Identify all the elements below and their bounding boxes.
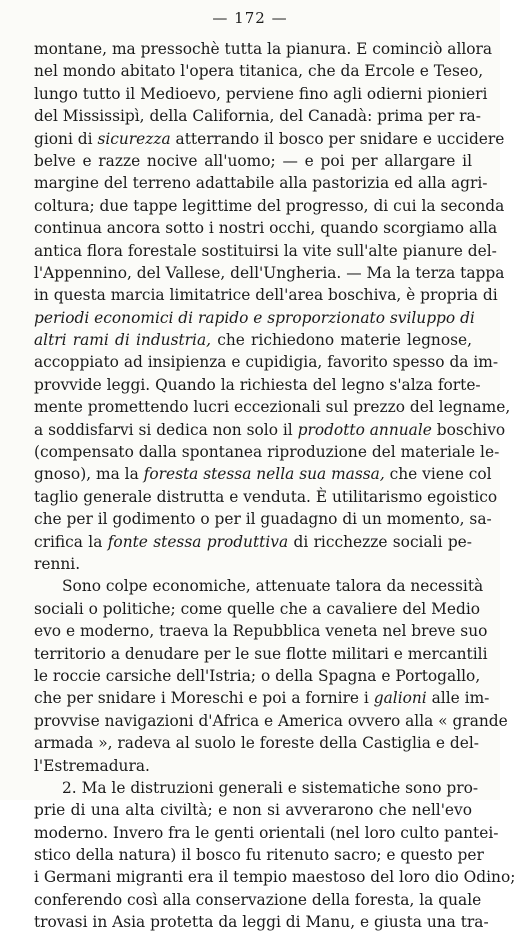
text-segment: belve e razze nocive all'uomo; — e poi per allargare il [34, 151, 472, 170]
text-line [34, 755, 472, 777]
text-line [34, 710, 508, 732]
text-line [34, 217, 498, 239]
text-line [34, 777, 479, 799]
text-segment: che per snidare i Moreschi e poi a fornire i [34, 689, 374, 708]
text-segment: continua ancora sotto i nostri occhi, quando scorgiamo alla [34, 219, 498, 238]
text-segment: che per il godimento o per il guadagno di un momento, sa- [34, 510, 492, 529]
text-segment: (compensato dalla spontanea riproduzione del materiale le- [34, 443, 500, 462]
text-line [34, 866, 515, 888]
text-segment: provvide leggi. Quando la richiesta del legno s'alza forte- [34, 375, 481, 394]
text-segment: trovasi in Asia protetta da leggi di Manu, e giusta una tra- [34, 913, 489, 932]
text-line [34, 150, 472, 172]
text-line [34, 351, 499, 373]
text-line [34, 508, 492, 530]
page-number: — 172 — [212, 9, 288, 27]
text-segment: renni. [34, 554, 81, 573]
text-line [34, 486, 498, 508]
text-segment: boschivo [431, 420, 506, 439]
text-segment: 2. Ma le distruzioni generali e sistematiche sono pro- [62, 778, 479, 797]
text-segment: accoppiato ad insipienza e cupidigia, favorito spesso da im- [34, 353, 499, 372]
italic-segment: altri rami di industria, [34, 331, 212, 350]
text-line [34, 822, 499, 844]
text-line [34, 531, 472, 553]
text-segment: in questa marcia limitatrice dell'area boschiva, è propria di [34, 286, 498, 305]
text-line [34, 732, 479, 754]
text-segment: a soddisfarvi si dedica non solo il [34, 420, 298, 439]
italic-segment: periodi economici di rapido e sproporzionato sviluppo di [34, 308, 475, 327]
text-line [34, 307, 475, 329]
text-segment: antica flora forestale sostituirsi la vite sull'alte pianure del- [34, 241, 497, 260]
text-line [34, 60, 484, 82]
italic-segment: galioni [373, 689, 427, 708]
text-line [34, 799, 472, 821]
text-line [34, 441, 500, 463]
text-segment: che richiedono materie legnose, [211, 331, 472, 350]
text-segment: i Germani migranti era il tempio maestoso del loro dio Odino; [34, 868, 515, 887]
text-segment: stico della natura) il bosco fu ritenuto sacro; e questo per [34, 846, 484, 865]
text-segment: moderno. Invero fra le genti orientali (nel loro culto pantei- [34, 823, 499, 842]
text-segment: che viene col [384, 465, 492, 484]
text-line [34, 553, 472, 575]
text-segment: l'Estremadura. [34, 756, 150, 775]
italic-segment: sicurezza [97, 129, 171, 148]
text-segment: armada », radeva al suolo le foreste della Castiglia e del- [34, 734, 479, 753]
text-line [34, 844, 484, 866]
text-line [34, 240, 497, 262]
text-segment: l'Appennino, del Vallese, dell'Ungheria. — Ma la terza tappa [34, 263, 505, 282]
text-line [34, 396, 511, 418]
text-line [34, 105, 481, 127]
text-segment: di ricchezze sociali pe- [288, 532, 472, 551]
italic-segment: prodotto annuale [297, 420, 432, 439]
text-segment: lungo tutto il Medioevo, perviene fino agli odierni pionieri [34, 84, 488, 103]
text-line [34, 128, 505, 150]
text-line [34, 172, 488, 194]
text-line [34, 643, 488, 665]
text-line [34, 620, 488, 642]
text-line [34, 195, 505, 217]
text-line [34, 665, 481, 687]
text-segment: Sono colpe economiche, attenuate talora da necessità [62, 577, 484, 596]
text-line [34, 463, 492, 485]
text-segment: provvise navigazioni d'Africa e America ovvero alla « grande [34, 711, 508, 730]
text-line [34, 687, 490, 709]
text-line [34, 575, 484, 597]
text-segment: mente promettendo lucri eccezionali sul prezzo del legname, [34, 398, 511, 417]
text-line [34, 419, 506, 441]
text-segment: alle im- [426, 689, 490, 708]
text-line [34, 38, 493, 60]
text-line [34, 889, 482, 911]
text-line [34, 262, 505, 284]
text-segment: montane, ma pressochè tutta la pianura. E cominciò allora [34, 40, 493, 58]
text-segment: evo e moderno, traeva la Repubblica veneta nel breve suo [34, 622, 488, 641]
text-segment: conferendo così alla conservazione della foresta, la quale [34, 890, 482, 909]
text-segment: territorio a denudare per le sue flotte militari e mercantili [34, 644, 488, 663]
body-text [34, 38, 515, 934]
text-line [34, 83, 488, 105]
text-segment: prie di una alta civiltà; e non si avverarono che nell'evo [34, 801, 472, 820]
text-segment: sociali o politiche; come quelle che a cavaliere del Medio [34, 599, 481, 618]
text-segment: coltura; due tappe legittime del progresso, di cui la seconda [34, 196, 505, 215]
text-line [34, 598, 481, 620]
text-segment: gioni di [34, 129, 98, 148]
text-segment: nel mondo abitato l'opera titanica, che da Ercole e Teseo, [34, 62, 484, 81]
text-segment: le roccie carsiche dell'Istria; o della Spagna e Portogallo, [34, 666, 481, 685]
text-segment: taglio generale distrutta e venduta. È utilitarismo egoistico [34, 487, 498, 506]
text-segment: atterrando il bosco per snidare e uccidere [170, 129, 505, 148]
text-segment: del Mississipì, della California, del Canadà: prima per ra- [34, 107, 481, 126]
text-line [34, 374, 481, 396]
italic-segment: foresta stessa nella sua massa, [143, 465, 385, 484]
text-line [34, 911, 489, 933]
text-segment: gnoso), ma la [34, 465, 144, 484]
text-segment: crifica la [34, 532, 108, 551]
italic-segment: fonte stessa produttiva [107, 532, 289, 551]
text-line [34, 329, 472, 351]
text-segment: margine del terreno adattabile alla pastorizia ed alla agri- [34, 174, 488, 193]
text-line [34, 284, 498, 306]
